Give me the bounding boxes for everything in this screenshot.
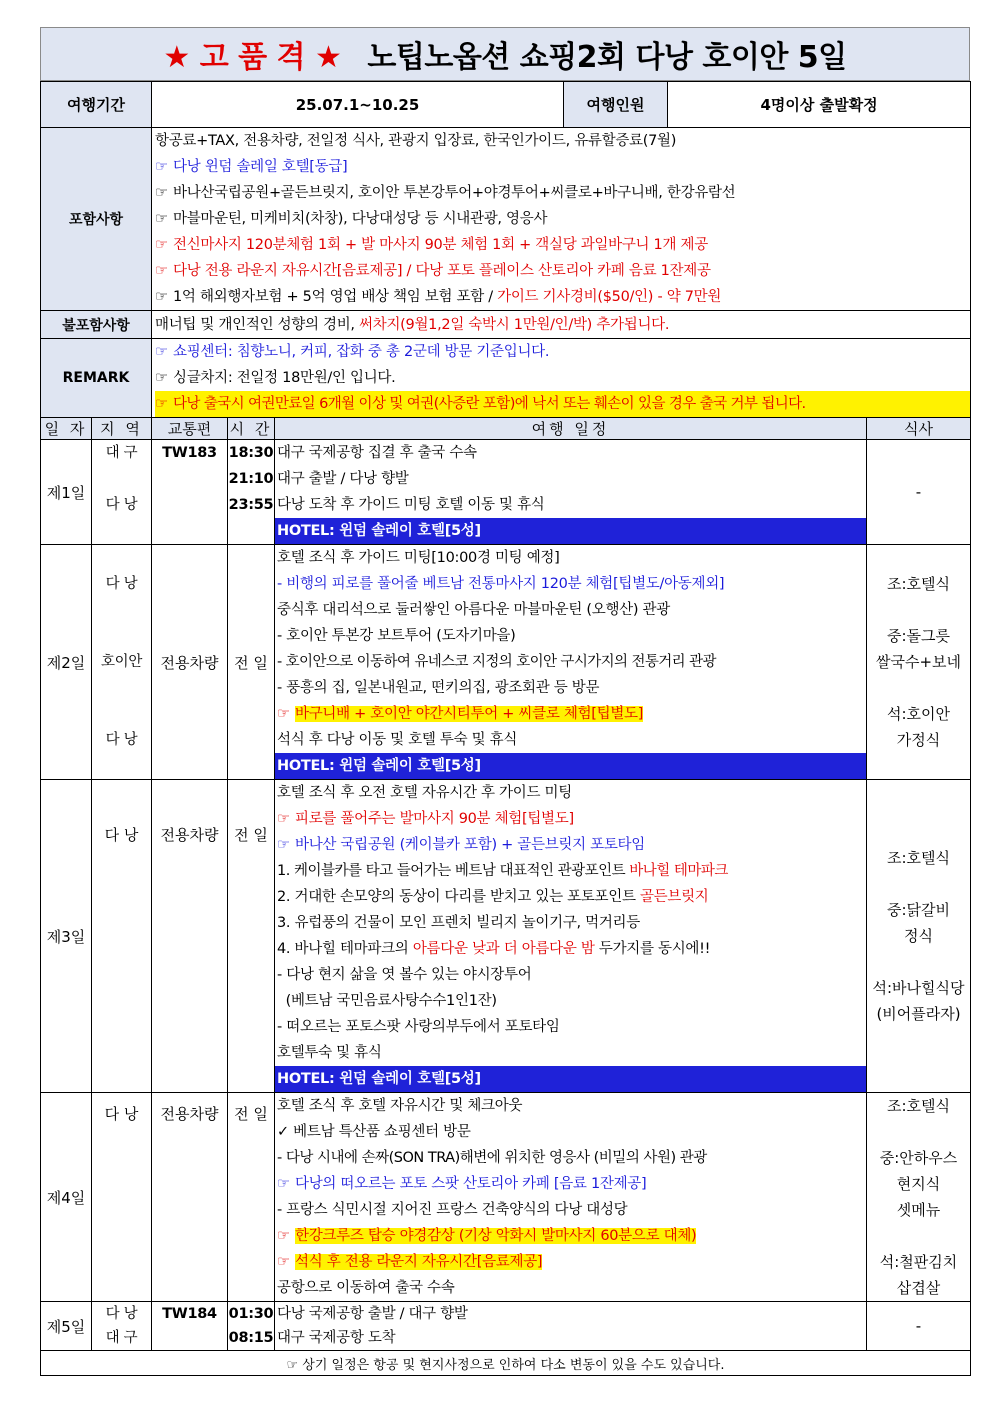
day-schedule: 대구 국제공항 집결 후 출국 수속 대구 출발 / 다낭 향발 다낭 도착 후 가이드 미팅 호텔 이동 및 휴식 HOTEL: 윈덤 솔레이 호텔[5성] [275, 440, 867, 545]
day-transport: TW183 [152, 440, 228, 545]
day-row [41, 440, 971, 545]
pointer-icon: ☞ [277, 1254, 290, 1270]
remark-content [152, 339, 971, 418]
day-transport: TW184 [152, 1302, 228, 1351]
itinerary-sheet [40, 27, 970, 1376]
footer-note: ☞ 상기 일정은 항공 및 현지사정으로 인하여 다소 변동이 있을 수도 있습니다. [41, 1351, 971, 1376]
day-meal: - [867, 440, 971, 545]
title-main: 노팁노옵션 쇼핑2회 다낭 호이안 5일 [367, 40, 847, 75]
day-region: 대 구 다 낭 [92, 440, 152, 545]
pointer-icon: ☞ [155, 263, 168, 279]
remark-line: ☞ 쇼핑센터: 침향노니, 커피, 잡화 중 총 2군데 방문 기준입니다. [155, 339, 970, 365]
pointer-icon: ☞ [277, 837, 290, 853]
include-line: ☞ 다낭 전용 라운지 자유시간[음료제공] / 다낭 포토 플레이스 산토리아 카페 음료 1잔제공 [155, 258, 970, 284]
itinerary-table [40, 81, 971, 1376]
include-line: 항공료+TAX, 전용차량, 전일정 식사, 관광지 입장료, 한국인가이드, 유류할증료(7월) [155, 133, 677, 149]
day-row [41, 1093, 971, 1302]
pointer-icon: ☞ [277, 1228, 290, 1244]
day-meal: - [867, 1302, 971, 1351]
hotel-bar: HOTEL: 윈덤 솔레이 호텔[5성] [275, 1066, 866, 1092]
col-time: 시 간 [228, 418, 275, 440]
include-line: ☞ 마블마운틴, 미케비치(차창), 다낭대성당 등 시내관광, 영응사 [155, 206, 970, 232]
day-label: 제2일 [41, 545, 92, 780]
day-time: 전 일 [228, 545, 275, 780]
pointer-icon: ☞ [277, 706, 290, 722]
day-label: 제4일 [41, 1093, 92, 1302]
period-value: 25.07.1~10.25 [152, 82, 564, 128]
pointer-icon: ☞ [277, 1176, 290, 1192]
pointer-icon: ☞ [155, 370, 168, 386]
day-transport: 전용차량 [152, 545, 228, 780]
pointer-icon: ☞ [155, 185, 168, 201]
day-schedule: 호텔 조식 후 가이드 미팅[10:00경 미팅 예정] - 비행의 피로를 풀어줄 베트남 전통마사지 120분 체험[팁별도/아동제외] 중식후 대리석으로 둘러쌓인 아름다운 마블마운틴 (오행산) 관광 - 호이안 투본강 보트투어 (도자기마을) - 호이안으로 이동하여 유네스코 지정의 호이안 구시가지의 전통거리 관광 - 풍흥의 집, 일본내원교, 떤키의집, 광조회관 등 방문 ☞ 바구니배 + 호이안 야간시티투어 + 씨클로 체험[팁별도] 석식 후 다낭 이동 및 호텔 투숙 및 휴식 HOTEL: 윈덤 솔레이 호텔[5성] [275, 545, 867, 780]
day-time: 18:30 21:10 23:55 [228, 440, 275, 545]
hotel-bar: HOTEL: 윈덤 솔레이 호텔[5성] [275, 753, 866, 779]
day-label: 제3일 [41, 780, 92, 1093]
include-line: ☞ 전신마사지 120분체험 1회 + 발 마사지 90분 체험 1회 + 객실당 과일바구니 1개 제공 [155, 232, 970, 258]
day-time: 전 일 [228, 1093, 275, 1302]
include-content [152, 128, 971, 311]
pointer-icon: ☞ [277, 811, 290, 827]
include-label: 포함사항 [41, 128, 152, 311]
day-meal: 조:호텔식 중:돌그릇 쌀국수+보네 석:호이안 가정식 [867, 545, 971, 780]
hotel-bar: HOTEL: 윈덤 솔레이 호텔[5성] [275, 518, 866, 544]
pointer-icon: ☞ [155, 211, 168, 227]
pointer-icon: ☞ [155, 237, 168, 253]
include-line: ☞ 바나산국립공원+골든브릿지, 호이안 투본강투어+야경투어+씨클로+바구니배, 한강유람선 [155, 180, 970, 206]
remark-line: ☞ 다낭 출국시 여권만료일 6개월 이상 및 여권(사증란 포함)에 낙서 또는 훼손이 있을 경우 출국 거부 됩니다. [155, 391, 970, 417]
day-row [41, 545, 971, 780]
col-meal: 식사 [867, 418, 971, 440]
day-label: 제1일 [41, 440, 92, 545]
people-value: 4명이상 출발확정 [668, 82, 971, 128]
include-line: ☞ 다낭 윈덤 솔레일 호텔[동급] [155, 154, 970, 180]
day-time: 01:30 08:15 [228, 1302, 275, 1351]
remark-label: REMARK [41, 339, 152, 418]
pointer-icon: ☞ [155, 344, 168, 360]
col-transport: 교통편 [152, 418, 228, 440]
day-meal: 조:호텔식 중:안하우스 현지식 셋메뉴 석:철판김치 삽겹살 [867, 1093, 971, 1302]
day-schedule: 호텔 조식 후 호텔 자유시간 및 체크아웃 ✓ 베트남 특산품 쇼핑센터 방문 - 다낭 시내에 손짜(SON TRA)해변에 위치한 영응사 (비밀의 사원) 관광 ☞ 다낭의 떠오르는 포토 스팟 산토리아 카페 [음료 1잔제공] - 프랑스 식민시절 지어진 프랑스 건축양식의 다낭 대성당 ☞ 한강크루즈 탑승 야경감상 (기상 악화시 발마사지 60분으로 대체) ☞ 석식 후 전용 라운지 자유시간[음료제공] 공항으로 이동하여 출국 수속 [275, 1093, 867, 1302]
day-meal: 조:호텔식 중:닭갈비 정식 석:바나힐식당 (비어플라자) [867, 780, 971, 1093]
day-region: 다 낭 [92, 1093, 152, 1302]
day-row [41, 1302, 971, 1351]
title-stars: ★ 고 품 격 ★ [163, 40, 342, 75]
day-region: 다 낭 [92, 780, 152, 1093]
day-region: 다 낭 호이안 다 낭 [92, 545, 152, 780]
day-schedule: 호텔 조식 후 오전 호텔 자유시간 후 가이드 미팅 ☞ 피로를 풀어주는 발마사지 90분 체험[팁별도] ☞ 바나산 국립공원 (케이블카 포함) + 골든브릿지 포토타임 1. 케이블카를 타고 들어가는 베트남 대표적인 관광포인트 바나힐 테마파크 2. 거대한 손모양의 동상이 다리를 받치고 있는 포토포인트 골든브릿지 3. 유럽풍의 건물이 모인 프렌치 빌리지 놀이기구, 먹거리등 4. 바나힐 테마파크의 아름다운 낮과 더 아름다운 밤 두가지를 동시에!! - 다낭 현지 삶을 엿 볼수 있는 야시장투어 (베트남 국민음료사탕수수1인1잔) - 떠오르는 포토스팟 사랑의부두에서 포토타임 호텔투숙 및 휴식 HOTEL: 윈덤 솔레이 호텔[5성] [275, 780, 867, 1093]
day-time: 전 일 [228, 780, 275, 1093]
day-transport: 전용차량 [152, 1093, 228, 1302]
day-transport: 전용차량 [152, 780, 228, 1093]
include-line: ☞ 1억 해외행자보험 + 5억 영업 배상 책임 보험 포함 / 가이드 기사경비($50/인) - 약 7만원 [155, 284, 970, 310]
day-schedule: 다낭 국제공항 출발 / 대구 향발 대구 국제공항 도착 [275, 1302, 867, 1351]
page-title [40, 27, 970, 81]
col-schedule: 여행 일정 [275, 418, 867, 440]
people-label: 여행인원 [564, 82, 668, 128]
pointer-icon: ☞ [155, 396, 168, 412]
period-label: 여행기간 [41, 82, 152, 128]
day-label: 제5일 [41, 1302, 92, 1351]
pointer-icon: ☞ [155, 289, 168, 305]
pointer-icon: ☞ [155, 159, 168, 175]
col-day: 일 자 [41, 418, 92, 440]
day-row [41, 780, 971, 1093]
col-region: 지 역 [92, 418, 152, 440]
exclude-content: 매너팁 및 개인적인 성향의 경비, 써차지(9월1,2일 숙박시 1만원/인/박) 추가됩니다. [152, 311, 971, 339]
remark-line: ☞ 싱글차지: 전일정 18만원/인 입니다. [155, 365, 970, 391]
day-region: 다 낭 대 구 [92, 1302, 152, 1351]
exclude-label: 불포함사항 [41, 311, 152, 339]
